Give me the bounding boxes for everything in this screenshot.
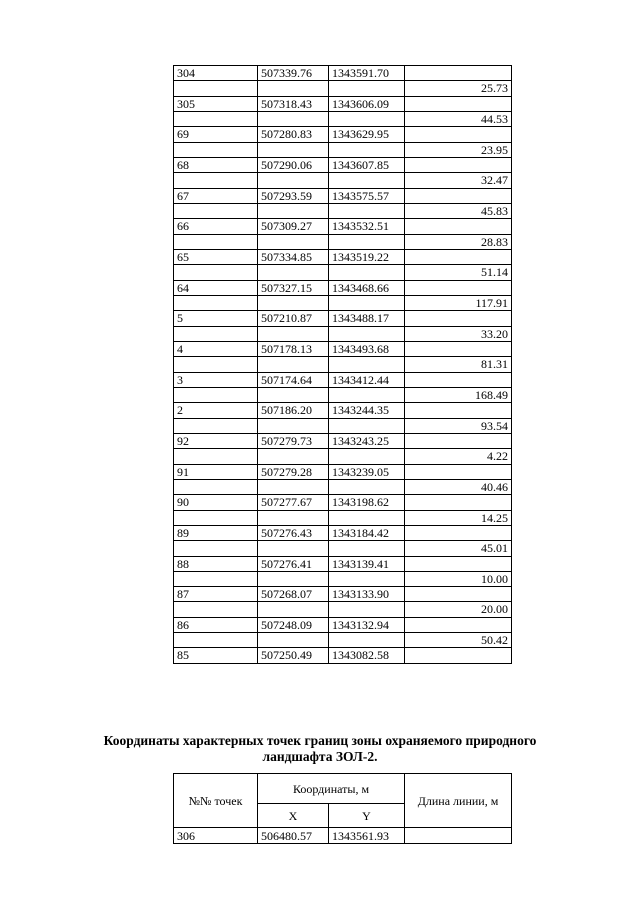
table-row bbox=[174, 464, 512, 479]
point-x bbox=[258, 357, 329, 372]
line-length bbox=[405, 433, 512, 448]
table-row bbox=[174, 541, 512, 556]
point-number bbox=[174, 541, 258, 556]
point-number bbox=[174, 387, 258, 402]
point-x: 507327.15 bbox=[258, 280, 329, 295]
header-line-length: Длина линии, м bbox=[405, 774, 512, 828]
table-row bbox=[174, 203, 512, 218]
table-row bbox=[174, 188, 512, 203]
point-y: 1343629.95 bbox=[329, 127, 405, 142]
point-number bbox=[174, 418, 258, 433]
table-row bbox=[174, 81, 512, 96]
table-row bbox=[174, 157, 512, 172]
point-y bbox=[329, 81, 405, 96]
point-number bbox=[174, 479, 258, 494]
table-row bbox=[174, 341, 512, 356]
point-x: 507334.85 bbox=[258, 249, 329, 264]
point-number bbox=[174, 295, 258, 310]
point-x bbox=[258, 602, 329, 617]
point-x: 507277.67 bbox=[258, 495, 329, 510]
table-row bbox=[174, 403, 512, 418]
zone-title bbox=[60, 733, 580, 765]
point-x: 507276.43 bbox=[258, 525, 329, 540]
point-number bbox=[174, 265, 258, 280]
point-number bbox=[174, 173, 258, 188]
point-y bbox=[329, 265, 405, 280]
point-y: 1343133.90 bbox=[329, 587, 405, 602]
point-y bbox=[329, 142, 405, 157]
point-x: 506480.57 bbox=[258, 828, 329, 844]
point-number bbox=[174, 357, 258, 372]
point-x bbox=[258, 510, 329, 525]
zone-title-line-1: Координаты характерных точек границ зоны охраняемого природного bbox=[103, 733, 537, 748]
point-x bbox=[258, 173, 329, 188]
line-length: 117.91 bbox=[405, 295, 512, 310]
table-row bbox=[174, 387, 512, 402]
line-length: 45.83 bbox=[405, 203, 512, 218]
table-row bbox=[174, 433, 512, 448]
point-y bbox=[329, 111, 405, 126]
point-y: 1343468.66 bbox=[329, 280, 405, 295]
line-length bbox=[405, 157, 512, 172]
table-row bbox=[174, 617, 512, 632]
point-number bbox=[174, 234, 258, 249]
point-x bbox=[258, 326, 329, 341]
point-y: 1343532.51 bbox=[329, 219, 405, 234]
point-x bbox=[258, 111, 329, 126]
header-points: №№ точек bbox=[174, 774, 258, 828]
line-length: 23.95 bbox=[405, 142, 512, 157]
point-number: 305 bbox=[174, 96, 258, 111]
line-length bbox=[405, 464, 512, 479]
point-number: 304 bbox=[174, 66, 258, 81]
point-x bbox=[258, 142, 329, 157]
point-number: 65 bbox=[174, 249, 258, 264]
point-x: 507174.64 bbox=[258, 372, 329, 387]
line-length bbox=[405, 249, 512, 264]
point-x: 507276.41 bbox=[258, 556, 329, 571]
point-x bbox=[258, 265, 329, 280]
table-row bbox=[174, 556, 512, 571]
point-number: 88 bbox=[174, 556, 258, 571]
table-row bbox=[174, 372, 512, 387]
line-length bbox=[405, 66, 512, 81]
point-number: 87 bbox=[174, 587, 258, 602]
point-number: 67 bbox=[174, 188, 258, 203]
table-row bbox=[174, 571, 512, 586]
line-length bbox=[405, 280, 512, 295]
line-length bbox=[405, 341, 512, 356]
zone-title-line-2: ландшафта ЗОЛ-2. bbox=[262, 749, 378, 764]
point-y bbox=[329, 602, 405, 617]
point-x: 507339.76 bbox=[258, 66, 329, 81]
table-row bbox=[174, 357, 512, 372]
table-row bbox=[174, 418, 512, 433]
point-y bbox=[329, 234, 405, 249]
point-number: 89 bbox=[174, 525, 258, 540]
line-length: 14.25 bbox=[405, 510, 512, 525]
table-row bbox=[174, 249, 512, 264]
line-length bbox=[405, 617, 512, 632]
table-row bbox=[174, 479, 512, 494]
point-number: 64 bbox=[174, 280, 258, 295]
point-y bbox=[329, 449, 405, 464]
point-number bbox=[174, 510, 258, 525]
point-x: 507279.28 bbox=[258, 464, 329, 479]
point-y: 1343519.22 bbox=[329, 249, 405, 264]
line-length bbox=[405, 587, 512, 602]
point-y: 1343591.70 bbox=[329, 66, 405, 81]
point-y bbox=[329, 571, 405, 586]
point-number: 2 bbox=[174, 403, 258, 418]
point-number: 68 bbox=[174, 157, 258, 172]
point-y: 1343606.09 bbox=[329, 96, 405, 111]
line-length: 20.00 bbox=[405, 602, 512, 617]
point-x bbox=[258, 479, 329, 494]
line-length bbox=[405, 311, 512, 326]
header-x: X bbox=[258, 804, 329, 828]
point-number bbox=[174, 111, 258, 126]
table-row bbox=[174, 219, 512, 234]
line-length: 50.42 bbox=[405, 633, 512, 648]
line-length bbox=[405, 372, 512, 387]
table-row bbox=[174, 633, 512, 648]
point-y bbox=[329, 173, 405, 188]
point-number bbox=[174, 142, 258, 157]
point-y: 1343412.44 bbox=[329, 372, 405, 387]
line-length bbox=[405, 495, 512, 510]
point-x: 507279.73 bbox=[258, 433, 329, 448]
table-row bbox=[174, 495, 512, 510]
point-x: 507178.13 bbox=[258, 341, 329, 356]
point-number: 4 bbox=[174, 341, 258, 356]
table-row bbox=[174, 449, 512, 464]
line-length: 4.22 bbox=[405, 449, 512, 464]
point-y bbox=[329, 295, 405, 310]
point-y bbox=[329, 479, 405, 494]
point-x bbox=[258, 387, 329, 402]
point-x: 507250.49 bbox=[258, 648, 329, 663]
point-number: 85 bbox=[174, 648, 258, 663]
point-x: 507268.07 bbox=[258, 587, 329, 602]
point-number: 86 bbox=[174, 617, 258, 632]
table-row bbox=[174, 127, 512, 142]
point-y bbox=[329, 203, 405, 218]
point-x: 507186.20 bbox=[258, 403, 329, 418]
point-number: 3 bbox=[174, 372, 258, 387]
point-y: 1343561.93 bbox=[329, 828, 405, 844]
point-x bbox=[258, 449, 329, 464]
point-x bbox=[258, 633, 329, 648]
table-row bbox=[174, 828, 512, 844]
table-row bbox=[174, 234, 512, 249]
table-row bbox=[174, 280, 512, 295]
point-x: 507280.83 bbox=[258, 127, 329, 142]
point-x bbox=[258, 295, 329, 310]
table-row bbox=[174, 142, 512, 157]
point-x: 507290.06 bbox=[258, 157, 329, 172]
point-x: 507210.87 bbox=[258, 311, 329, 326]
line-length bbox=[405, 648, 512, 663]
point-y bbox=[329, 510, 405, 525]
point-y: 1343243.25 bbox=[329, 433, 405, 448]
line-length: 93.54 bbox=[405, 418, 512, 433]
point-y: 1343575.57 bbox=[329, 188, 405, 203]
line-length: 10.00 bbox=[405, 571, 512, 586]
point-x: 507309.27 bbox=[258, 219, 329, 234]
point-y: 1343244.35 bbox=[329, 403, 405, 418]
point-y: 1343198.62 bbox=[329, 495, 405, 510]
point-y bbox=[329, 418, 405, 433]
point-y: 1343488.17 bbox=[329, 311, 405, 326]
header-coordinates: Координаты, м bbox=[258, 774, 405, 804]
point-x: 507318.43 bbox=[258, 96, 329, 111]
point-x bbox=[258, 418, 329, 433]
header-y: Y bbox=[329, 804, 405, 828]
point-number: 5 bbox=[174, 311, 258, 326]
line-length bbox=[405, 96, 512, 111]
table-row bbox=[174, 96, 512, 111]
table-row bbox=[174, 525, 512, 540]
table-row bbox=[174, 587, 512, 602]
table-row bbox=[174, 173, 512, 188]
point-number bbox=[174, 633, 258, 648]
point-x bbox=[258, 203, 329, 218]
point-y: 1343607.85 bbox=[329, 157, 405, 172]
line-length: 32.47 bbox=[405, 173, 512, 188]
point-y bbox=[329, 633, 405, 648]
line-length: 168.49 bbox=[405, 387, 512, 402]
point-y bbox=[329, 387, 405, 402]
line-length bbox=[405, 127, 512, 142]
line-length: 25.73 bbox=[405, 81, 512, 96]
line-length: 40.46 bbox=[405, 479, 512, 494]
point-number: 306 bbox=[174, 828, 258, 844]
line-length bbox=[405, 219, 512, 234]
point-y: 1343493.68 bbox=[329, 341, 405, 356]
table-row bbox=[174, 265, 512, 280]
point-number bbox=[174, 326, 258, 341]
coordinates-table-body bbox=[174, 66, 512, 664]
point-number: 66 bbox=[174, 219, 258, 234]
point-x bbox=[258, 571, 329, 586]
table-row bbox=[174, 66, 512, 81]
table-row bbox=[174, 602, 512, 617]
point-number: 90 bbox=[174, 495, 258, 510]
line-length bbox=[405, 556, 512, 571]
line-length bbox=[405, 828, 512, 844]
point-y bbox=[329, 326, 405, 341]
table-row bbox=[174, 111, 512, 126]
line-length bbox=[405, 188, 512, 203]
point-y: 1343139.41 bbox=[329, 556, 405, 571]
point-y: 1343082.58 bbox=[329, 648, 405, 663]
zone-coordinates-table bbox=[173, 773, 512, 844]
point-y: 1343184.42 bbox=[329, 525, 405, 540]
line-length: 45.01 bbox=[405, 541, 512, 556]
coordinates-table bbox=[173, 65, 512, 664]
point-number bbox=[174, 203, 258, 218]
point-number bbox=[174, 571, 258, 586]
line-length: 51.14 bbox=[405, 265, 512, 280]
point-number bbox=[174, 81, 258, 96]
table-row bbox=[174, 510, 512, 525]
point-number: 69 bbox=[174, 127, 258, 142]
point-number bbox=[174, 602, 258, 617]
line-length bbox=[405, 403, 512, 418]
point-y: 1343132.94 bbox=[329, 617, 405, 632]
point-number: 91 bbox=[174, 464, 258, 479]
point-number bbox=[174, 449, 258, 464]
line-length: 28.83 bbox=[405, 234, 512, 249]
line-length bbox=[405, 525, 512, 540]
point-y bbox=[329, 541, 405, 556]
point-x bbox=[258, 541, 329, 556]
table-row bbox=[174, 311, 512, 326]
point-y: 1343239.05 bbox=[329, 464, 405, 479]
point-x: 507293.59 bbox=[258, 188, 329, 203]
point-number: 92 bbox=[174, 433, 258, 448]
line-length: 33.20 bbox=[405, 326, 512, 341]
point-x: 507248.09 bbox=[258, 617, 329, 632]
point-x bbox=[258, 234, 329, 249]
table-row bbox=[174, 648, 512, 663]
line-length: 44.53 bbox=[405, 111, 512, 126]
line-length: 81.31 bbox=[405, 357, 512, 372]
table-row bbox=[174, 326, 512, 341]
point-x bbox=[258, 81, 329, 96]
point-y bbox=[329, 357, 405, 372]
table-row bbox=[174, 295, 512, 310]
